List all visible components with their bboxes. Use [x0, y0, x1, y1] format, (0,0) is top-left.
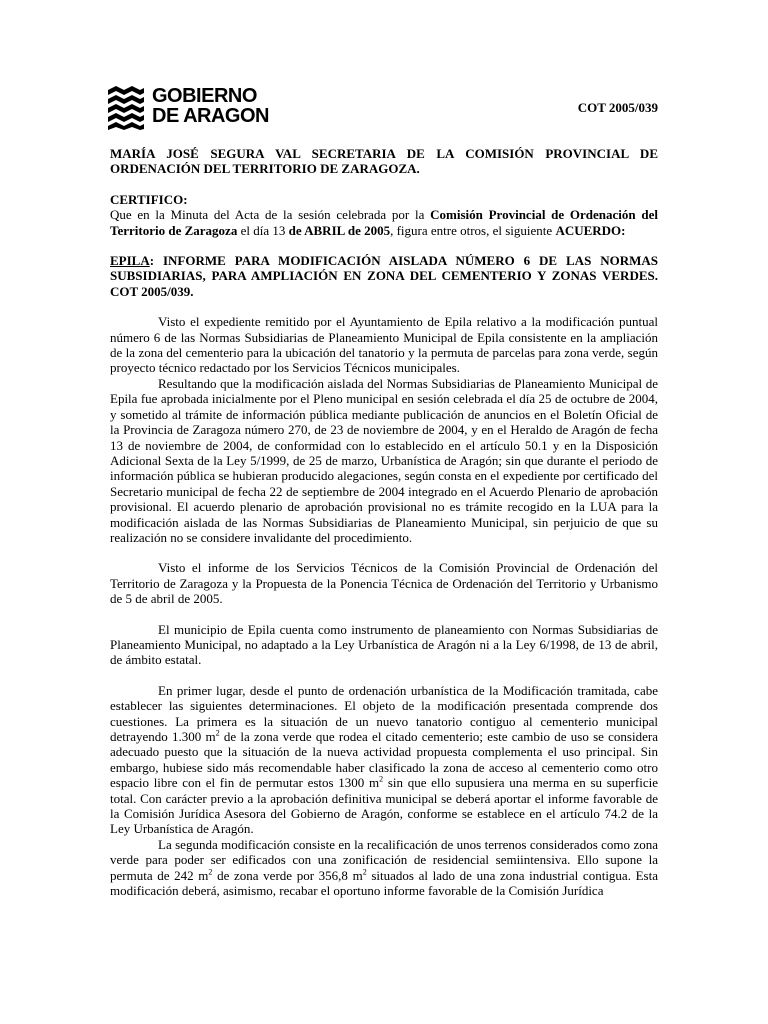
aragon-emblem-icon	[108, 86, 148, 130]
subject-heading: EPILA: INFORME PARA MODIFICACIÓN AISLADA NÚMERO 6 DE LAS NORMAS SUBSIDIARIAS, PARA AMPLIACIÓN EN ZONA DEL CEMENTERIO Y ZONAS VERDES. COT 2005/039.	[110, 253, 658, 299]
certifico-text: Que en la Minuta del Acta de la sesión celebrada por la Comisión Provincial de Ordenación del Territorio de Zaragoza el día 13 de ABRIL de 2005, figura entre otros, el siguiente ACUERDO:	[110, 207, 658, 238]
logo-line-2: DE ARAGON	[152, 105, 269, 127]
paragraph-1: Visto el expediente remitido por el Ayuntamiento de Epila relativo a la modificación puntual número 6 de las Normas Subsidiarias de Planeamiento Municipal de Epila consistente en la ampliación de la zona del cementerio para la ubicación del tanatorio y la permuta de parcelas para zona verde, según proyecto técnico redactado por los Servicios Técnicos municipales.	[110, 314, 658, 376]
paragraph-4: El municipio de Epila cuenta como instrumento de planeamiento con Normas Subsidiarias de Planeamiento Municipal, no adaptado a la Ley Urbanística de Aragón ni a la Ley 6/1998, de 13 de abril, de ámbito estatal.	[110, 621, 658, 668]
gobierno-de-aragon-logo	[108, 86, 288, 130]
reference-number: COT 2005/039	[577, 100, 658, 115]
paragraph-3: Visto el informe de los Servicios Técnicos de la Comisión Provincial de Ordenación del Territorio de Zaragoza y la Propuesta de la Ponencia Técnica de Ordenación del Territorio y Urbanismo de 5 de abril de 2005.	[110, 560, 658, 607]
logo-wordmark	[152, 86, 269, 126]
document-body	[110, 146, 658, 898]
paragraph-2: Resultando que la modificación aislada del Normas Subsidiarias de Planeamiento Municipal de Epila fue aprobada inicialmente por el Pleno municipal en sesión celebrada el día 25 de octubre de 2004, y sometido al trámite de información pública mediante publicación de anuncios en el Boletín Oficial de la Provincia de Zaragoza número 270, de 23 de noviembre de 2004, y en el Heraldo de Aragón de fecha 13 de noviembre de 2004, de conformidad con lo establecido en el artículo 50.1 y en la Disposición Adicional Sexta de la Ley 5/1999, de 25 de marzo, Urbanística de Aragón; sin que durante el periodo de información pública se hubieran producido alegaciones, según consta en el expediente por certificado del Secretario municipal de fecha 22 de septiembre de 2004 integrado en el Acuerdo Plenario de aprobación provisional. El acuerdo plenario de aprobación provisional no es trámite recogido en la LUA para la modificación aislada de las Normas Subsidiarias de Planeamiento Municipal, sin perjuicio de que su realización no se considere invalidante del procedimiento.	[110, 375, 658, 545]
logo-line-1: GOBIERNO	[152, 85, 257, 107]
paragraph-6: La segunda modificación consiste en la recalificación de unos terrenos considerados como zona verde para poder ser edificados con una zonificación de residencial semiintensiva. Ello supone la permuta de 242 $m^2$ de zona verde por 356,8 $m^2$ situados al lado de una zona industrial contigua. Esta modificación deberá, asimismo, recabar el oportuno informe favorable de la Comisión Jurídica	[110, 836, 658, 899]
certifico-label: CERTIFICO:	[110, 191, 188, 207]
heading: MARÍA JOSÉ SEGURA VAL SECRETARIA DE LA COMISIÓN PROVINCIAL DE ORDENACIÓN DEL TERRITORIO DE ZARAGOZA.	[110, 146, 658, 177]
paragraph-5: En primer lugar, desde el punto de ordenación urbanística de la Modificación tramitada, cabe establecer las siguientes determinaciones. El objeto de la modificación presentada comprende dos cuestiones. La primera es la situación de un nuevo tanatorio contiguo al cementerio municipal detrayendo 1.300 $m^2$ de la zona verde que rodea el citado cementerio; este cambio de uso se considera adecuado puesto que la situación de la nueva actividad propuesta complementa el uso principal. Sin embargo, hubiese sido más recomendable haber clasificado la zona de acceso al cementerio como otro espacio libre con el fin de permutar estos 1300 $m^2$ sin que ello supusiera una merma en su superficie total. Con carácter previo a la aprobación definitiva municipal se deberá aportar el informe favorable de la Comisión Jurídica Asesora del Gobierno de Aragón, conforme se establece en el artículo 74.2 de la Ley Urbanística de Aragón.	[110, 682, 658, 837]
